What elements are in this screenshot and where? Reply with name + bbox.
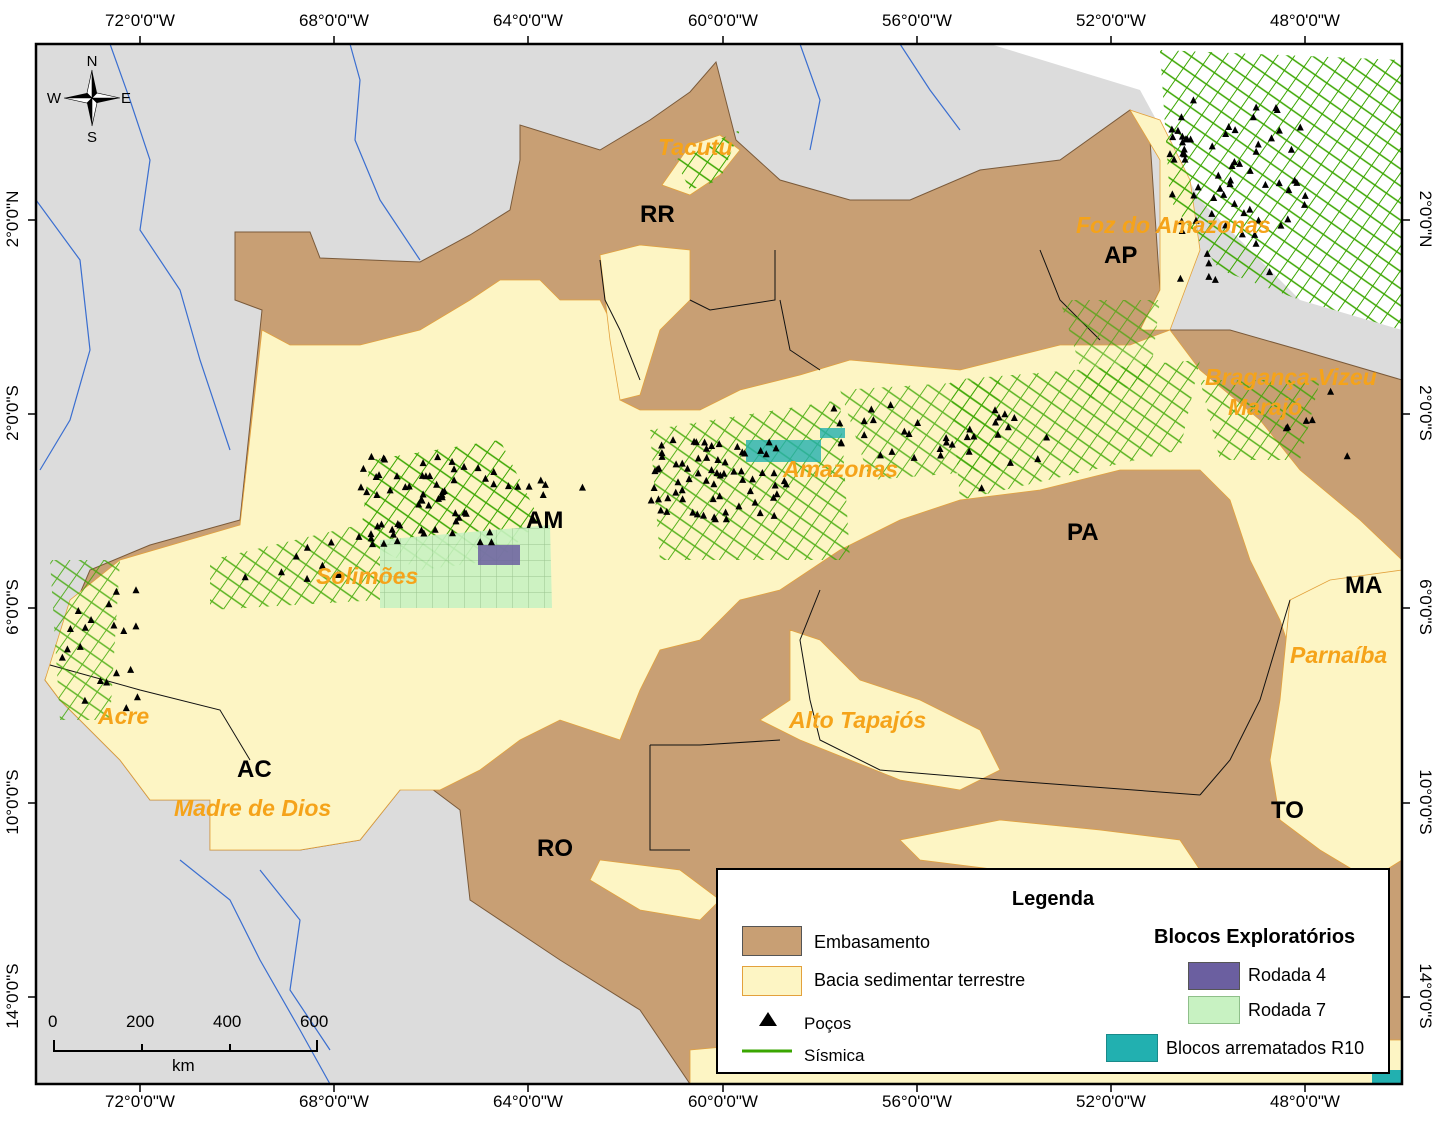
compass-e: E (120, 90, 132, 107)
legend-label-sismica: Sísmica (804, 1046, 865, 1065)
basin-label: Acre (98, 703, 150, 729)
basin-label: Marajó (1228, 394, 1303, 420)
blocos-r10-2 (820, 428, 845, 438)
lat-label-right: 14°0'0"S (1416, 963, 1435, 1029)
basin-label: Alto Tapajós (789, 707, 927, 733)
lon-label-bottom: 60°0'0"W (688, 1092, 758, 1111)
lon-label-top: 64°0'0"W (493, 11, 563, 30)
lon-label-bottom: 68°0'0"W (299, 1092, 369, 1111)
lon-label-top: 52°0'0"W (1076, 11, 1146, 30)
legend-symbol-sismica (742, 1046, 792, 1056)
lat-label-right: 2°0'0"N (1416, 190, 1435, 248)
state-label: TO (1271, 797, 1304, 824)
compass-s: S (86, 129, 98, 146)
legend-label-rodada4: Rodada 4 (1248, 965, 1327, 985)
legend-swatch-rodada4 (1188, 962, 1240, 990)
legend-swatch-embasamento (742, 926, 802, 956)
legend-blocos-title: Blocos Exploratórios (1154, 926, 1356, 948)
lat-label-left: 2°0'0"N (3, 190, 22, 248)
scale-bar-line (50, 1036, 322, 1054)
lat-label-left: 14°0'0"S (3, 963, 22, 1029)
state-label: RO (537, 835, 573, 862)
lat-label-left: 2°0'0"S (3, 385, 22, 441)
scale-unit: km (172, 1056, 195, 1075)
legend-label-pocos: Poços (804, 1014, 852, 1033)
basin-label: Bragança-Vizeu (1205, 364, 1377, 390)
blocos-rodada4 (478, 545, 520, 565)
legend-swatch-rodada7 (1188, 996, 1240, 1024)
legend-label-r10: Blocos arrematados R10 (1166, 1038, 1365, 1058)
basin-label: Amazonas (783, 456, 899, 482)
state-label: PA (1067, 519, 1099, 546)
scale-tick-label: 400 (213, 1012, 242, 1031)
lon-label-top: 48°0'0"W (1270, 11, 1340, 30)
basin-label: Parnaíba (1290, 642, 1388, 668)
state-label: AP (1104, 242, 1138, 269)
legend-panel (716, 868, 1390, 1074)
lon-label-top: 72°0'0"W (105, 11, 175, 30)
scale-tick-label: 0 (48, 1012, 58, 1031)
state-label: RR (640, 201, 675, 228)
lon-label-top: 60°0'0"W (688, 11, 758, 30)
basin-label: Foz do Amazonas (1076, 212, 1271, 238)
compass-n: N (86, 53, 98, 70)
lon-label-bottom: 72°0'0"W (105, 1092, 175, 1111)
scale-tick-label: 200 (126, 1012, 155, 1031)
legend-symbol-pocos (758, 1010, 778, 1028)
lat-label-left: 6°0'0"S (3, 579, 22, 635)
legend-label-rodada7: Rodada 7 (1248, 1000, 1327, 1020)
lon-label-bottom: 56°0'0"W (882, 1092, 952, 1111)
basin-label: Tacutu (658, 134, 733, 160)
legend-swatch-bacia (742, 966, 802, 996)
compass-w: W (46, 90, 62, 107)
state-label: AC (237, 756, 272, 783)
lon-label-top: 56°0'0"W (882, 11, 952, 30)
lat-label-right: 10°0'0"S (1416, 769, 1435, 835)
lat-label-left: 10°0'0"S (3, 769, 22, 835)
lat-label-right: 6°0'0"S (1416, 579, 1435, 635)
lon-label-bottom: 48°0'0"W (1270, 1092, 1340, 1111)
lat-label-right: 2°0'0"S (1416, 385, 1435, 441)
lon-label-bottom: 52°0'0"W (1076, 1092, 1146, 1111)
basin-label: Madre de Dios (174, 795, 332, 821)
legend-label-embasamento: Embasamento (814, 932, 931, 952)
state-label: AM (526, 507, 564, 534)
legend-title: Legenda (1011, 888, 1095, 910)
legend-label-bacia: Bacia sedimentar terrestre (814, 970, 1026, 990)
basin-label: Solimões (316, 563, 419, 589)
lon-label-bottom: 64°0'0"W (493, 1092, 563, 1111)
lon-label-top: 68°0'0"W (299, 11, 369, 30)
state-label: MA (1345, 572, 1383, 599)
legend-swatch-r10 (1106, 1034, 1158, 1062)
scale-tick-label: 600 (300, 1012, 329, 1031)
